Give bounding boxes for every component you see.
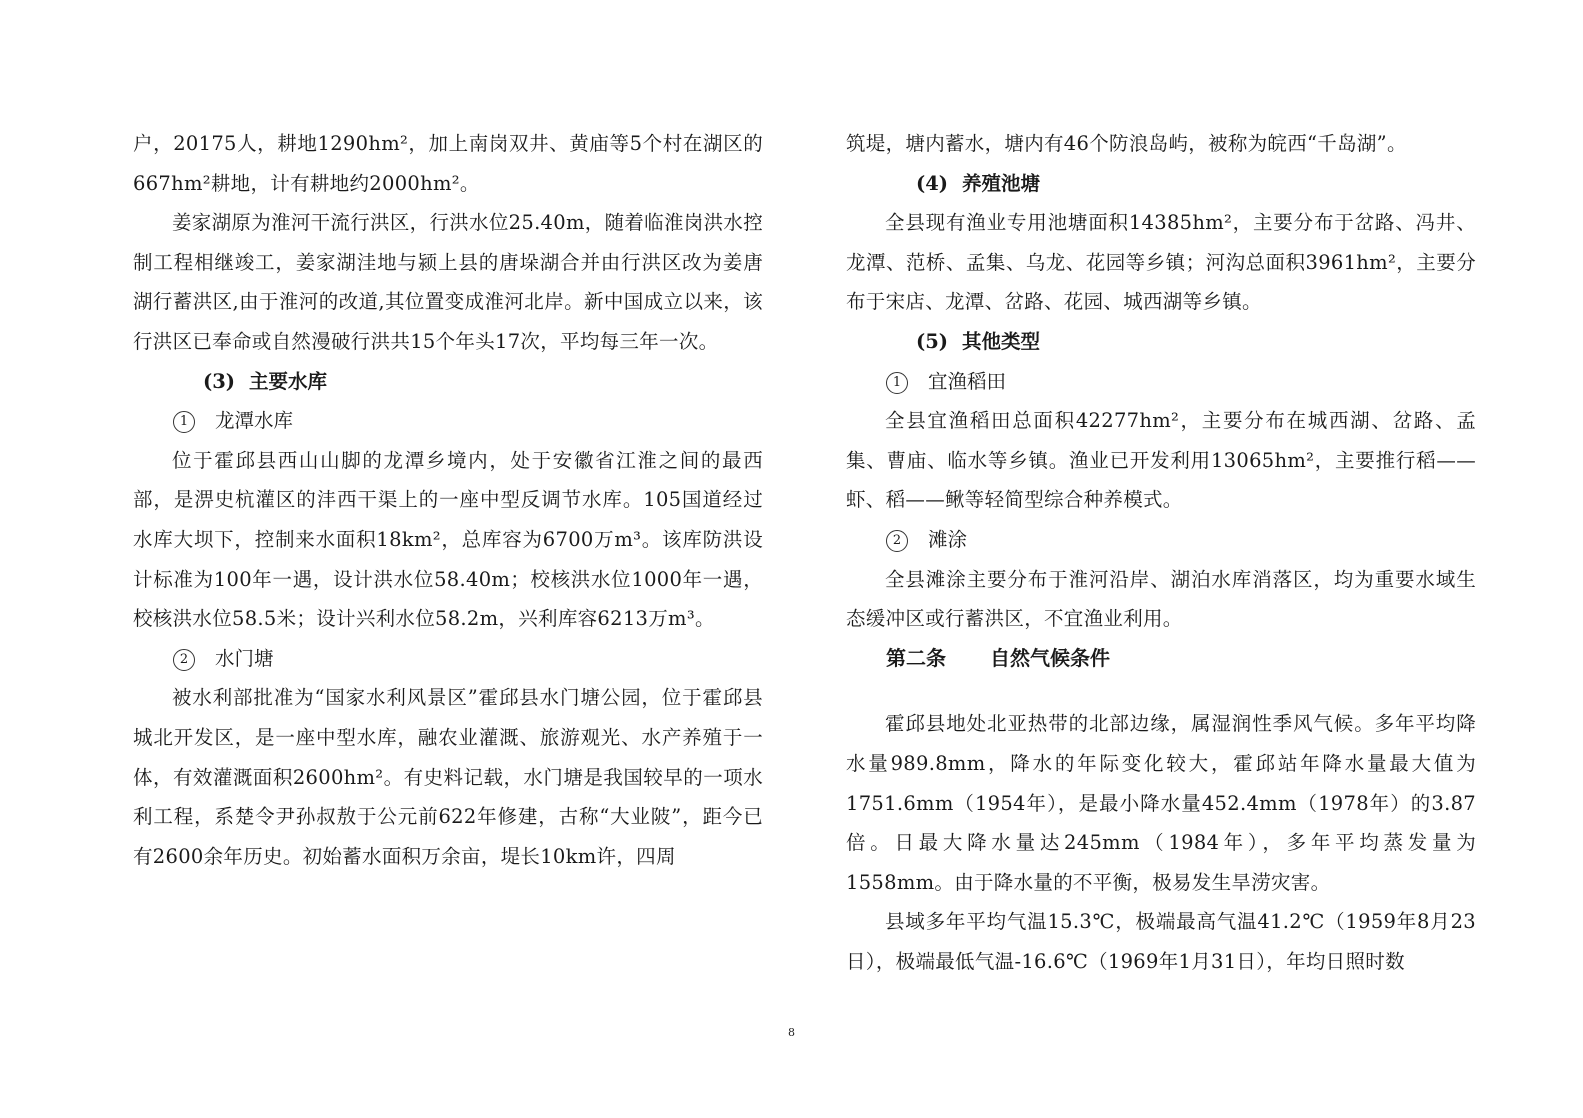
subsection-title: 宜渔稻田 xyxy=(928,369,1007,393)
subsection-title: 龙潭水库 xyxy=(215,409,294,433)
section-heading xyxy=(846,164,1476,204)
circled-number: 1 xyxy=(173,411,195,433)
section-title: 主要水库 xyxy=(249,369,328,393)
section-number: (3) xyxy=(203,369,236,393)
paragraph: 霍邱县地处北亚热带的北部边缘，属湿润性季风气候。多年平均降水量989.8mm，降水的年际变化较大，霍邱站年降水量最大值为1751.6mm（1954年），是最小降水量452.4mm（1978年）的3.87倍。日最大降水量达245mm（1984年），多年平均蒸发量为1558mm。由于降水量的不平衡，极易发生旱涝灾害。 xyxy=(846,712,1476,894)
subsection-heading xyxy=(846,362,1476,402)
subsection-heading xyxy=(846,520,1476,560)
paragraph: 姜家湖原为淮河干流行洪区，行洪水位25.40m，随着临淮岗洪水控制工程相继竣工，姜家湖洼地与颍上县的唐垛湖合并由行洪区改为姜唐湖行蓄洪区,由于淮河的改道,其位置变成淮河北岸。新中国成立以来，该行洪区已奉命或自然漫破行洪共15个年头17次，平均每三年一次。 xyxy=(133,211,763,353)
subsection-title: 水门塘 xyxy=(215,646,274,670)
paragraph: 筑堤，塘内蓄水，塘内有46个防浪岛屿，被称为皖西“千岛湖”。 xyxy=(846,132,1407,155)
section-title: 养殖池塘 xyxy=(962,171,1041,195)
paragraph: 被水利部批准为“国家水利风景区”霍邱县水门塘公园，位于霍邱县城北开发区，是一座中型水库，融农业灌溉、旅游观光、水产养殖于一体，有效灌溉面积2600hm²。有史料记载，水门塘是我国较早的一项水利工程，系楚令尹孙叔敖于公元前622年修建，古称“大业陂”，距今已有2600余年历史。初始蓄水面积万余亩，堤长10km许，四周 xyxy=(133,686,763,868)
page-number: 8 xyxy=(788,1026,795,1039)
right-column xyxy=(846,124,1476,981)
paragraph: 户，20175人，耕地1290hm²，加上南岗双井、黄庙等5个村在湖区的667hm²耕地，计有耕地约2000hm²。 xyxy=(133,132,763,195)
article-number: 第二条 xyxy=(886,645,946,670)
left-column xyxy=(133,124,763,876)
section-title: 其他类型 xyxy=(962,329,1041,353)
circled-number: 2 xyxy=(886,530,908,552)
paragraph: 全县滩涂主要分布于淮河沿岸、湖泊水库消落区，均为重要水域生态缓冲区或行蓄洪区，不宜渔业利用。 xyxy=(846,567,1476,631)
subsection-heading xyxy=(133,639,763,679)
article-title: 自然气候条件 xyxy=(990,645,1110,670)
paragraph: 县域多年平均气温15.3℃，极端最高气温41.2℃（1959年8月23日），极端最低气温-16.6℃（1969年1月31日），年均日照时数 xyxy=(846,910,1476,973)
section-number: (5) xyxy=(916,329,949,353)
article-heading xyxy=(846,639,1476,679)
circled-number: 2 xyxy=(173,649,195,671)
section-number: (4) xyxy=(916,171,949,195)
circled-number: 1 xyxy=(886,372,908,394)
subsection-heading xyxy=(133,401,763,441)
paragraph: 位于霍邱县西山山脚的龙潭乡境内，处于安徽省江淮之间的最西部，是淠史杭灌区的沣西干渠上的一座中型反调节水库。105国道经过水库大坝下，控制来水面积18km²，总库容为6700万m³。该库防洪设计标准为100年一遇，设计洪水位58.40m；校核洪水位1000年一遇，校核洪水位58.5米；设计兴利水位58.2m，兴利库容6213万m³。 xyxy=(133,448,763,631)
paragraph: 全县现有渔业专用池塘面积14385hm²，主要分布于岔路、冯井、龙潭、范桥、孟集、乌龙、花园等乡镇；河沟总面积3961hm²，主要分布于宋店、龙潭、岔路、花园、城西湖等乡镇。 xyxy=(846,211,1476,314)
section-heading xyxy=(133,362,763,402)
subsection-title: 滩涂 xyxy=(928,527,968,551)
section-heading xyxy=(846,322,1476,362)
paragraph: 全县宜渔稻田总面积42277hm²，主要分布在城西湖、岔路、孟集、曹庙、临水等乡镇。渔业已开发利用13065hm²，主要推行稻——虾、稻——鳅等轻简型综合种养模式。 xyxy=(846,409,1476,512)
